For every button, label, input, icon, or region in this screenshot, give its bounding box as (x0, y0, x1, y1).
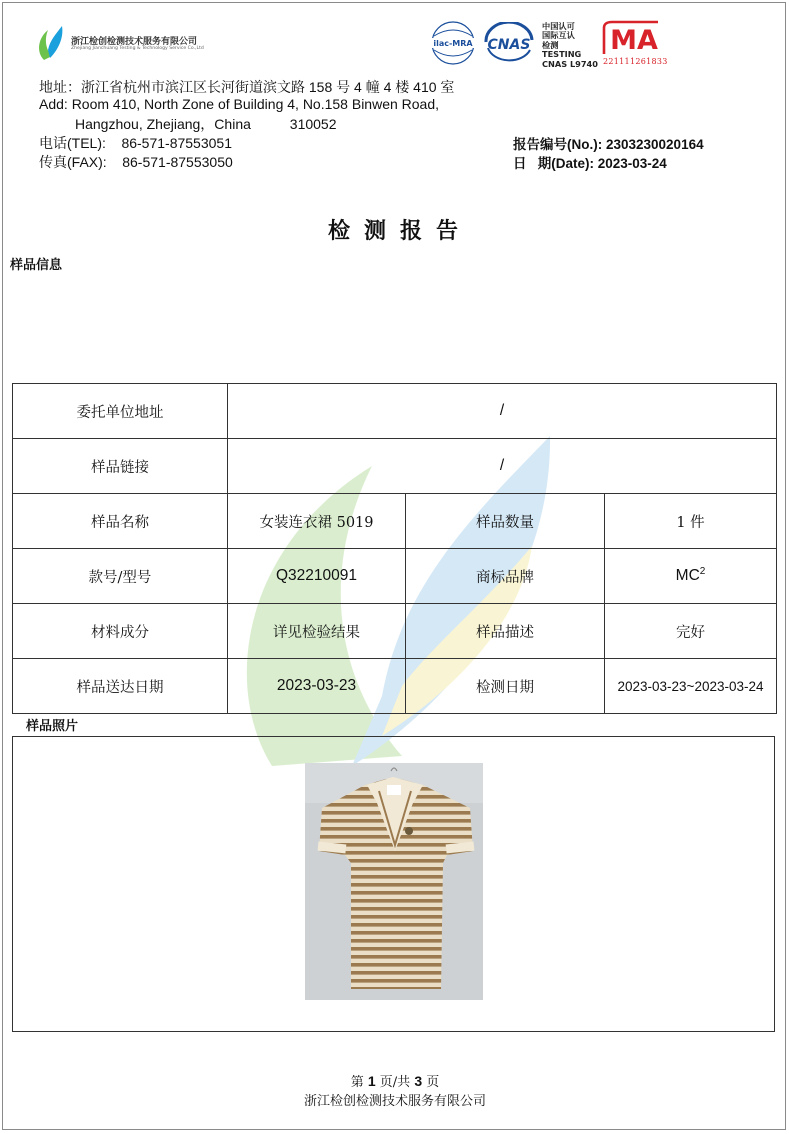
sample-link-value: / (228, 439, 777, 494)
client-address-value: / (228, 384, 777, 439)
cnas-logo (480, 22, 538, 64)
brand-value: MC (675, 567, 700, 585)
cnas-text-line: 中国认可 (542, 21, 575, 31)
address-en-line2: Hangzhou, Zhejiang，China 310052 (75, 116, 337, 132)
page-current: 1 (367, 1073, 376, 1089)
table-row (13, 549, 777, 604)
cma-logo (600, 20, 666, 56)
address-en-line1: Add: Room 410, North Zone of Building 4, No.158 Binwen Road, (39, 96, 440, 112)
address-cn: 地址：浙江省杭州市滨江区长河街道滨文路 158 号 4 幢 4 楼 410 室 (39, 79, 455, 95)
cnas-accreditation-text (542, 22, 598, 69)
report-date: 日 期(Date): 2023-03-24 (513, 156, 667, 171)
sample-quantity-label: 样品数量 (406, 494, 605, 549)
test-date-value: 2023-03-23~2023-03-24 (605, 659, 777, 714)
sample-info-table (12, 383, 777, 714)
sample-quantity-value: 1 件 (605, 494, 777, 549)
cma-number: 221111261833 (603, 57, 668, 66)
table-row (13, 659, 777, 714)
report-number: 报告编号(No.): 2303230020164 (513, 137, 704, 152)
sample-name-label: 样品名称 (13, 494, 228, 549)
telephone: 电话(TEL): 86-571-87553051 (39, 135, 232, 151)
cnas-text-line: TESTING (542, 49, 582, 60)
page-suffix: 页 (426, 1075, 440, 1090)
description-label: 样品描述 (406, 604, 605, 659)
company-name-en: Zhejiang Jianchuang Testing & Technology Service Co.,Ltd (71, 46, 204, 51)
table-row (13, 604, 777, 659)
material-value: 详见检验结果 (228, 604, 406, 659)
ilac-mra-logo (428, 20, 478, 66)
sample-link-label: 样品链接 (13, 439, 228, 494)
cnas-label: CNAS (487, 37, 531, 53)
sample-info-heading: 样品信息 (10, 258, 63, 273)
material-label: 材料成分 (13, 604, 228, 659)
description-value: 完好 (605, 604, 777, 659)
table-row (13, 439, 777, 494)
sample-photo-heading: 样品照片 (26, 719, 79, 734)
page-title: 检测报告 (327, 218, 472, 244)
table-row (13, 384, 777, 439)
model-value: Q32210091 (228, 549, 406, 604)
received-date-label: 样品送达日期 (13, 659, 228, 714)
cnas-text-line: 检测 (542, 39, 559, 50)
model-label: 款号/型号 (13, 549, 228, 604)
sample-photo (305, 763, 483, 1000)
fax: 传真(FAX): 86-571-87553050 (39, 154, 233, 170)
page-total: 3 (414, 1073, 423, 1089)
company-logo (34, 26, 66, 60)
brand-label: 商标品牌 (406, 549, 605, 604)
cnas-text-line: CNAS L9740 (542, 58, 598, 69)
page-mid: 页/共 (379, 1075, 411, 1090)
page-number (0, 1071, 790, 1090)
ilac-mra-label: ilac-MRA (433, 39, 473, 48)
test-date-label: 检测日期 (406, 659, 605, 714)
brand-cell (605, 549, 777, 604)
client-address-label: 委托单位地址 (13, 384, 228, 439)
received-date-value: 2023-03-23 (228, 659, 406, 714)
page-prefix: 第 (350, 1075, 364, 1090)
table-row (13, 494, 777, 549)
ma-label: MA (610, 25, 658, 56)
brand-superscript: 2 (699, 566, 706, 578)
footer-company: 浙江检创检测技术服务有限公司 (303, 1094, 486, 1109)
cnas-text-line: 国际互认 (542, 30, 575, 41)
sample-name-value: 女装连衣裙 5019 (228, 494, 406, 549)
company-name-cn: 浙江检创检测技术服务有限公司 (71, 37, 198, 47)
